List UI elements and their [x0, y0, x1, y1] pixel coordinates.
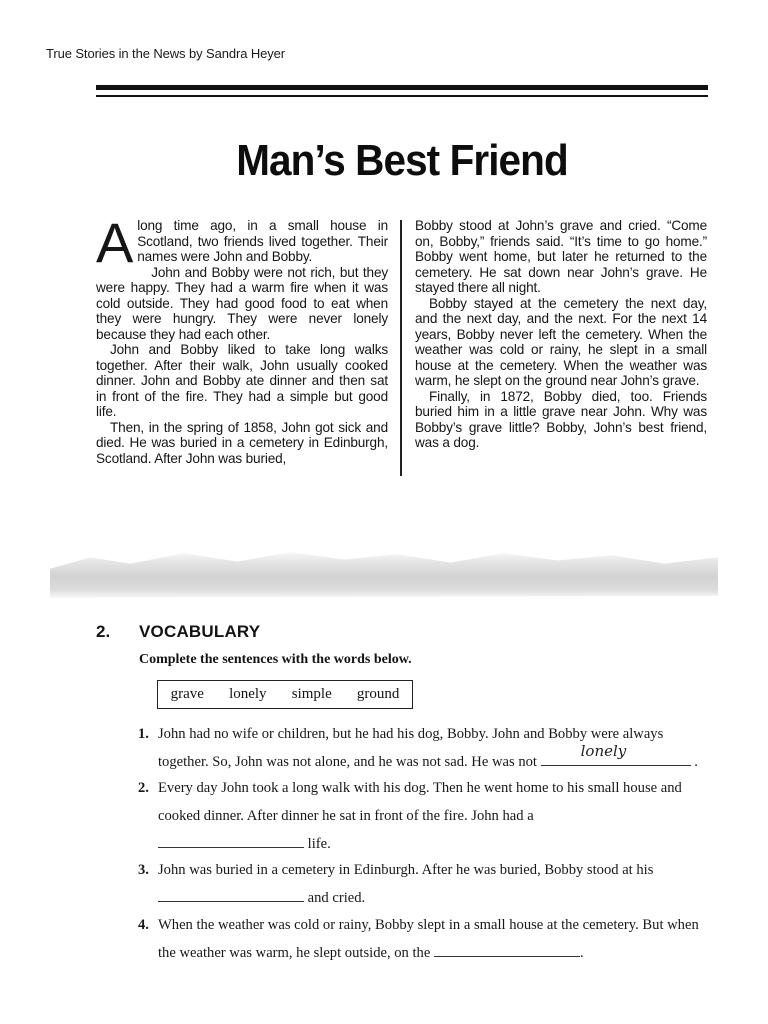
story-paragraph: Finally, in 1872, Bobby died, too. Friends buried him in a little grave near John. Why was Bobby’s grave little? Bobby, John’s best friend, was a dog. — [415, 388, 707, 450]
answer-blank[interactable] — [158, 887, 304, 902]
section-title: VOCABULARY — [139, 622, 261, 641]
question-text: When the weather was cold or rainy, Bobby slept in a small house at the cemetery. But when the weather was warm, he slept outside, on the — [158, 917, 699, 961]
story-paragraph: Along time ago, in a small house in Scotland, two friends lived together. Their names were John and Bobby. — [96, 211, 388, 274]
story-paragraph: Then, in the spring of 1858, John got sick and died. He was buried in a cemetery in Edinburgh, Scotland. After John was buried, — [96, 419, 388, 466]
story-paragraph: John and Bobby liked to take long walks together. After their walk, John usually cooked dinner. John and Bobby ate dinner and then sat in front of the fire. They had a simple but good life. — [96, 342, 388, 419]
story-column-left — [96, 211, 388, 466]
answer-blank[interactable] — [541, 742, 691, 766]
question-number: 1. — [138, 726, 149, 742]
answer-blank[interactable] — [434, 942, 580, 957]
question-3: 3. John was buried in a cemetery in Edinburgh. After he was buried, Bobby stood at his and cried. — [138, 856, 712, 912]
story-paragraph: John and Bobby were not rich, but they were happy. They had a warm fire when it was cold outside. They had good food to eat when they were hungry. They were never lonely because they had each other. — [96, 264, 388, 342]
story-column-right — [415, 218, 707, 451]
question-number: 2. — [138, 780, 149, 796]
exercise-instruction: Complete the sentences with the words below. — [139, 652, 412, 667]
word-bank-item: lonely — [229, 686, 267, 702]
question-1: 1. John had no wife or children, but he had his dog, Bobby. John and Bobby were always together. So, John was not alone, and he was not sad. He was not lonely . — [138, 720, 712, 776]
handwritten-answer: lonely — [580, 742, 627, 760]
question-text: Every day John took a long walk with his dog. Then he went home to his small house and cooked dinner. After dinner he sat in front of the fire. John had a — [158, 780, 682, 824]
word-bank-item: grave — [170, 686, 204, 702]
drop-cap: A — [96, 211, 134, 274]
question-number: 3. — [138, 862, 149, 878]
decorative-band-image — [50, 548, 718, 600]
title-rule-thick — [96, 85, 708, 90]
column-divider — [400, 220, 402, 476]
question-text: John had no wife or children, but he had his dog, Bobby. John and Bobby were always together. So, John was not alone, and he was not sad. He was not — [158, 726, 664, 770]
question-text: John was buried in a cemetery in Edinburgh. After he was buried, Bobby stood at his — [158, 862, 654, 878]
title-rule-thin — [96, 95, 708, 97]
question-number: 4. — [138, 917, 149, 933]
word-bank-item: simple — [291, 686, 332, 702]
question-4: 4. When the weather was cold or rainy, Bobby slept in a small house at the cemetery. But when the weather was warm, he slept outside, on the . — [138, 911, 712, 967]
story-paragraph: Bobby stood at John’s grave and cried. “Come on, Bobby,” friends said. “It’s time to go home.” Bobby went home, but later he returned to the cemetery. He sat down near John’s grave. He stayed there all night. — [415, 218, 707, 295]
word-bank — [157, 680, 413, 709]
section-number: 2. — [96, 622, 111, 641]
story-paragraph: Bobby stayed at the cemetery the next day, and the next day, and the next. For the next 14 years, Bobby never left the cemetery. When the weather was cold or rainy, he slept in a small house at the cemetery. When the weather was warm, he slept on the ground near John’s grave. — [415, 295, 707, 388]
story-title: Man’s Best Friend — [236, 136, 568, 185]
book-source-header: True Stories in the News by Sandra Heyer — [46, 46, 286, 61]
answer-blank[interactable] — [158, 833, 304, 848]
question-2: 2. Every day John took a long walk with his dog. Then he went home to his small house and cooked dinner. After dinner he sat in front of the fire. John had a life. — [138, 774, 712, 858]
word-bank-item: ground — [356, 686, 400, 702]
